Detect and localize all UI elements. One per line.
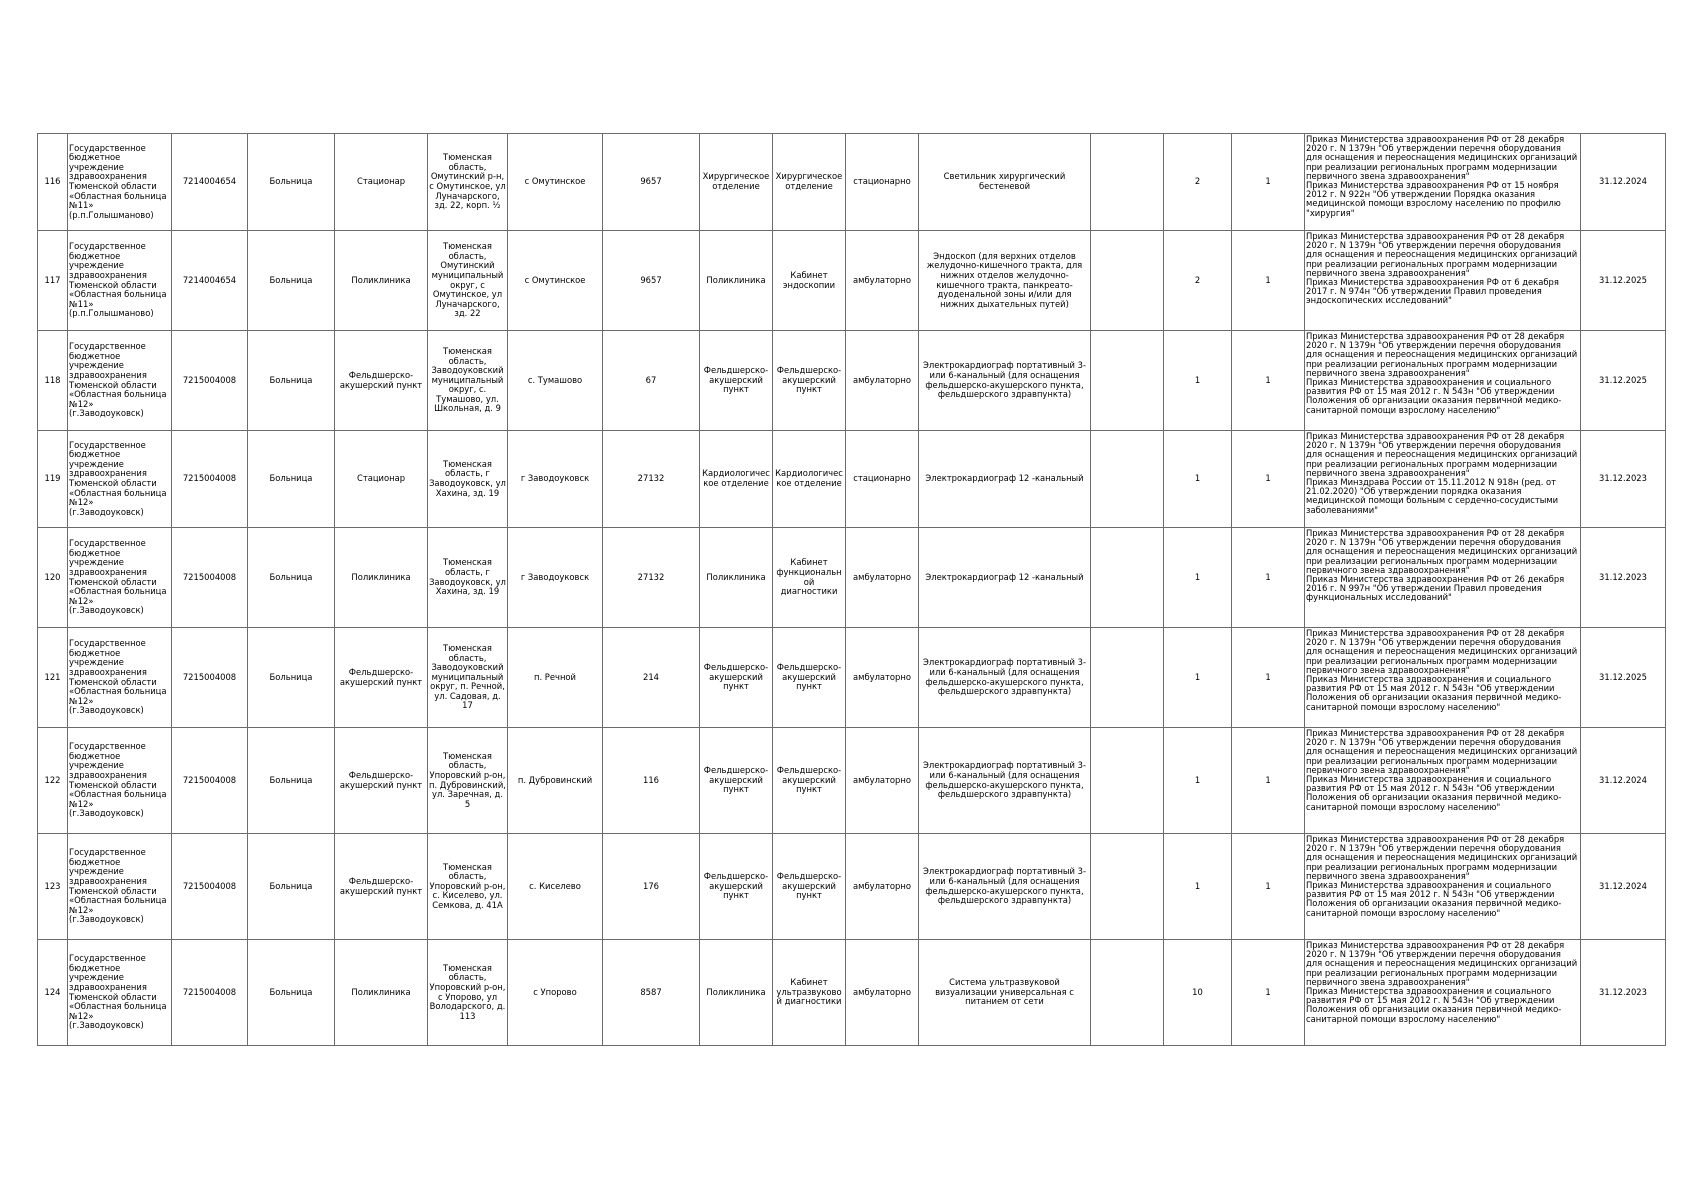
institution-type-cell: Больница xyxy=(248,528,335,628)
locality-cell: п. Речной xyxy=(508,628,603,728)
table-row xyxy=(38,834,1666,940)
population-cell: 67 xyxy=(603,331,700,431)
institution-type-cell: Больница xyxy=(248,940,335,1046)
department-cell: Поликлиника xyxy=(700,231,773,331)
equipment-name-cell: Эндоскоп (для верхних отделов желудочно-кишечного тракта, для нижних отделов желудочно-кишечного тракта, панкреато-дуоденальной зоны и/или для нижних дыхательных путей) xyxy=(919,231,1091,331)
inn-cell: 7215004008 xyxy=(172,728,248,834)
inn-cell: 7215004008 xyxy=(172,528,248,628)
population-cell: 214 xyxy=(603,628,700,728)
quantity-2-cell: 1 xyxy=(1232,834,1305,940)
quantity-cell: 1 xyxy=(1164,331,1232,431)
locality-cell: п. Дубровинский xyxy=(508,728,603,834)
subdivision-cell: Поликлиника xyxy=(335,940,428,1046)
empty-cell-cell xyxy=(1091,331,1164,431)
empty-cell-cell xyxy=(1091,134,1164,231)
quantity-cell: 1 xyxy=(1164,528,1232,628)
quantity-2-cell: 1 xyxy=(1232,728,1305,834)
organization-name-cell: Государственное бюджетное учреждение здравоохранения Тюменской области «Областная больница №12» (г.Заводоуковск) xyxy=(68,331,172,431)
quantity-cell: 10 xyxy=(1164,940,1232,1046)
empty-cell-cell xyxy=(1091,628,1164,728)
empty-cell-cell xyxy=(1091,231,1164,331)
subdivision-cell: Фельдшерско-акушерский пункт xyxy=(335,331,428,431)
legal-basis-cell: Приказ Министерства здравоохранения РФ от 28 декабря 2020 г. N 1379н "Об утверждении перечня оборудования для оснащения и переоснащения медицинских организаций при реализации региональных программ модернизации первичного звена здравоохранения" Приказ Министерства здравоохранения и социального развития РФ от 15 мая 2012 г. N 543н "Об утверждении Положения об организации оказания первичной медико-санитарной помощи взрослому населению" xyxy=(1305,834,1581,940)
inn-cell: 7215004008 xyxy=(172,834,248,940)
address-cell: Тюменская область, г Заводоуковск, ул Хахина, зд. 19 xyxy=(428,528,508,628)
unit-cell: Кардиологическое отделение xyxy=(773,431,846,528)
inn-cell: 7215004008 xyxy=(172,431,248,528)
due-date-cell: 31.12.2024 xyxy=(1581,834,1666,940)
empty-cell-cell xyxy=(1091,940,1164,1046)
quantity-2-cell: 1 xyxy=(1232,231,1305,331)
legal-basis-cell: Приказ Министерства здравоохранения РФ от 28 декабря 2020 г. N 1379н "Об утверждении перечня оборудования для оснащения и переоснащения медицинских организаций при реализации региональных программ модернизации первичного звена здравоохранения" Приказ Министерства здравоохранения РФ от 15 ноября 2012 г. N 922н "Об утверждении Порядка оказания медицинской помощи взрослому населению по профилю "хирургия" xyxy=(1305,134,1581,231)
due-date-cell: 31.12.2024 xyxy=(1581,728,1666,834)
empty-cell-cell xyxy=(1091,834,1164,940)
population-cell: 27132 xyxy=(603,528,700,628)
legal-basis-cell: Приказ Министерства здравоохранения РФ от 28 декабря 2020 г. N 1379н "Об утверждении перечня оборудования для оснащения и переоснащения медицинских организаций при реализации региональных программ модернизации первичного звена здравоохранения" Приказ Минздрава России от 15.11.2012 N 918н (ред. от 21.02.2020) "Об утверждении порядка оказания медицинской помощи больным с сердечно-сосудистыми заболеваниями" xyxy=(1305,431,1581,528)
subdivision-cell: Стационар xyxy=(335,134,428,231)
row-number-cell: 118 xyxy=(38,331,68,431)
row-number-cell: 121 xyxy=(38,628,68,728)
address-cell: Тюменская область, Заводоуковский муниципальный округ, с. Тумашово, ул. Школьная, д. 9 xyxy=(428,331,508,431)
department-cell: Кардиологическое отделение xyxy=(700,431,773,528)
population-cell: 9657 xyxy=(603,231,700,331)
institution-type-cell: Больница xyxy=(248,231,335,331)
inn-cell: 7214004654 xyxy=(172,231,248,331)
table-row xyxy=(38,528,1666,628)
address-cell: Тюменская область, Омутинский муниципальный округ, с Омутинское, ул Луначарского, зд. 22 xyxy=(428,231,508,331)
department-cell: Поликлиника xyxy=(700,528,773,628)
unit-cell: Фельдшерско-акушерский пункт xyxy=(773,331,846,431)
table-row xyxy=(38,231,1666,331)
organization-name-cell: Государственное бюджетное учреждение здравоохранения Тюменской области «Областная больница №12» (г.Заводоуковск) xyxy=(68,834,172,940)
department-cell: Фельдшерско-акушерский пункт xyxy=(700,834,773,940)
organization-name-cell: Государственное бюджетное учреждение здравоохранения Тюменской области «Областная больница №12» (г.Заводоуковск) xyxy=(68,628,172,728)
equipment-name-cell: Светильник хирургический бестеневой xyxy=(919,134,1091,231)
equipment-name-cell: Система ультразвуковой визуализации универсальная с питанием от сети xyxy=(919,940,1091,1046)
care-mode-cell: стационарно xyxy=(846,431,919,528)
equipment-name-cell: Электрокардиограф 12 -канальный xyxy=(919,431,1091,528)
population-cell: 176 xyxy=(603,834,700,940)
unit-cell: Фельдшерско-акушерский пункт xyxy=(773,834,846,940)
table-body xyxy=(38,134,1666,1046)
equipment-name-cell: Электрокардиограф портативный 3- или 6-канальный (для оснащения фельдшерско-акушерского пункта, фельдшерского здравпункта) xyxy=(919,628,1091,728)
care-mode-cell: амбулаторно xyxy=(846,331,919,431)
equipment-name-cell: Электрокардиограф портативный 3- или 6-канальный (для оснащения фельдшерско-акушерского пункта, фельдшерского здравпункта) xyxy=(919,834,1091,940)
institution-type-cell: Больница xyxy=(248,728,335,834)
quantity-cell: 2 xyxy=(1164,231,1232,331)
due-date-cell: 31.12.2023 xyxy=(1581,431,1666,528)
department-cell: Фельдшерско-акушерский пункт xyxy=(700,628,773,728)
subdivision-cell: Поликлиника xyxy=(335,528,428,628)
department-cell: Хирургическое отделение xyxy=(700,134,773,231)
row-number-cell: 123 xyxy=(38,834,68,940)
locality-cell: с Омутинское xyxy=(508,134,603,231)
locality-cell: с. Киселево xyxy=(508,834,603,940)
equipment-table xyxy=(37,133,1666,1046)
unit-cell: Фельдшерско-акушерский пункт xyxy=(773,728,846,834)
legal-basis-cell: Приказ Министерства здравоохранения РФ от 28 декабря 2020 г. N 1379н "Об утверждении перечня оборудования для оснащения и переоснащения медицинских организаций при реализации региональных программ модернизации первичного звена здравоохранения" Приказ Министерства здравоохранения и социального развития РФ от 15 мая 2012 г. N 543н "Об утверждении Положения об организации оказания первичной медико-санитарной помощи взрослому населению" xyxy=(1305,331,1581,431)
quantity-2-cell: 1 xyxy=(1232,331,1305,431)
subdivision-cell: Фельдшерско-акушерский пункт xyxy=(335,834,428,940)
institution-type-cell: Больница xyxy=(248,834,335,940)
institution-type-cell: Больница xyxy=(248,628,335,728)
population-cell: 8587 xyxy=(603,940,700,1046)
quantity-2-cell: 1 xyxy=(1232,628,1305,728)
care-mode-cell: амбулаторно xyxy=(846,940,919,1046)
subdivision-cell: Фельдшерско-акушерский пункт xyxy=(335,728,428,834)
care-mode-cell: амбулаторно xyxy=(846,834,919,940)
table-row xyxy=(38,431,1666,528)
table-row xyxy=(38,940,1666,1046)
address-cell: Тюменская область, Омутинский р-н, с Омутинское, ул Луначарского, зд. 22, корп. ½ xyxy=(428,134,508,231)
institution-type-cell: Больница xyxy=(248,134,335,231)
care-mode-cell: амбулаторно xyxy=(846,728,919,834)
inn-cell: 7215004008 xyxy=(172,628,248,728)
organization-name-cell: Государственное бюджетное учреждение здравоохранения Тюменской области «Областная больница №11» (р.п.Голышманово) xyxy=(68,134,172,231)
unit-cell: Хирургическое отделение xyxy=(773,134,846,231)
quantity-2-cell: 1 xyxy=(1232,528,1305,628)
legal-basis-cell: Приказ Министерства здравоохранения РФ от 28 декабря 2020 г. N 1379н "Об утверждении перечня оборудования для оснащения и переоснащения медицинских организаций при реализации региональных программ модернизации первичного звена здравоохранения" Приказ Министерства здравоохранения РФ от 6 декабря 2017 г. N 974н "Об утверждении Правил проведения эндоскопических исследований" xyxy=(1305,231,1581,331)
table-row xyxy=(38,628,1666,728)
equipment-name-cell: Электрокардиограф портативный 3- или 6-канальный (для оснащения фельдшерско-акушерского пункта, фельдшерского здравпункта) xyxy=(919,331,1091,431)
subdivision-cell: Стационар xyxy=(335,431,428,528)
institution-type-cell: Больница xyxy=(248,431,335,528)
institution-type-cell: Больница xyxy=(248,331,335,431)
organization-name-cell: Государственное бюджетное учреждение здравоохранения Тюменской области «Областная больница №12» (г.Заводоуковск) xyxy=(68,940,172,1046)
subdivision-cell: Поликлиника xyxy=(335,231,428,331)
locality-cell: с Упорово xyxy=(508,940,603,1046)
subdivision-cell: Фельдшерско-акушерский пункт xyxy=(335,628,428,728)
legal-basis-cell: Приказ Министерства здравоохранения РФ от 28 декабря 2020 г. N 1379н "Об утверждении перечня оборудования для оснащения и переоснащения медицинских организаций при реализации региональных программ модернизации первичного звена здравоохранения" Приказ Министерства здравоохранения и социального развития РФ от 15 мая 2012 г. N 543н "Об утверждении Положения об организации оказания первичной медико-санитарной помощи взрослому населению" xyxy=(1305,628,1581,728)
locality-cell: с. Тумашово xyxy=(508,331,603,431)
due-date-cell: 31.12.2025 xyxy=(1581,628,1666,728)
address-cell: Тюменская область, г Заводоуковск, ул Хахина, зд. 19 xyxy=(428,431,508,528)
department-cell: Фельдшерско-акушерский пункт xyxy=(700,331,773,431)
empty-cell-cell xyxy=(1091,431,1164,528)
due-date-cell: 31.12.2025 xyxy=(1581,331,1666,431)
department-cell: Поликлиника xyxy=(700,940,773,1046)
department-cell: Фельдшерско-акушерский пункт xyxy=(700,728,773,834)
address-cell: Тюменская область, Упоровский р-он, п. Дубровинский, ул. Заречная, д. 5 xyxy=(428,728,508,834)
population-cell: 116 xyxy=(603,728,700,834)
due-date-cell: 31.12.2025 xyxy=(1581,231,1666,331)
population-cell: 27132 xyxy=(603,431,700,528)
equipment-table-page xyxy=(37,133,1665,1046)
quantity-cell: 1 xyxy=(1164,728,1232,834)
due-date-cell: 31.12.2023 xyxy=(1581,528,1666,628)
due-date-cell: 31.12.2023 xyxy=(1581,940,1666,1046)
care-mode-cell: амбулаторно xyxy=(846,628,919,728)
unit-cell: Кабинет ультразвуковой диагностики xyxy=(773,940,846,1046)
care-mode-cell: амбулаторно xyxy=(846,231,919,331)
organization-name-cell: Государственное бюджетное учреждение здравоохранения Тюменской области «Областная больница №11» (р.п.Голышманово) xyxy=(68,231,172,331)
quantity-2-cell: 1 xyxy=(1232,431,1305,528)
address-cell: Тюменская область, Заводоуковский муниципальный округ, п. Речной, ул. Садовая, д. 17 xyxy=(428,628,508,728)
empty-cell-cell xyxy=(1091,528,1164,628)
quantity-2-cell: 1 xyxy=(1232,134,1305,231)
equipment-name-cell: Электрокардиограф 12 -канальный xyxy=(919,528,1091,628)
equipment-name-cell: Электрокардиограф портативный 3- или 6-канальный (для оснащения фельдшерско-акушерского пункта, фельдшерского здравпункта) xyxy=(919,728,1091,834)
locality-cell: с Омутинское xyxy=(508,231,603,331)
unit-cell: Фельдшерско-акушерский пункт xyxy=(773,628,846,728)
legal-basis-cell: Приказ Министерства здравоохранения РФ от 28 декабря 2020 г. N 1379н "Об утверждении перечня оборудования для оснащения и переоснащения медицинских организаций при реализации региональных программ модернизации первичного звена здравоохранения" Приказ Министерства здравоохранения и социального развития РФ от 15 мая 2012 г. N 543н "Об утверждении Положения об организации оказания первичной медико-санитарной помощи взрослому населению" xyxy=(1305,940,1581,1046)
organization-name-cell: Государственное бюджетное учреждение здравоохранения Тюменской области «Областная больница №12» (г.Заводоуковск) xyxy=(68,431,172,528)
row-number-cell: 122 xyxy=(38,728,68,834)
empty-cell-cell xyxy=(1091,728,1164,834)
locality-cell: г Заводоуковск xyxy=(508,431,603,528)
quantity-cell: 2 xyxy=(1164,134,1232,231)
table-row xyxy=(38,134,1666,231)
row-number-cell: 117 xyxy=(38,231,68,331)
legal-basis-cell: Приказ Министерства здравоохранения РФ от 28 декабря 2020 г. N 1379н "Об утверждении перечня оборудования для оснащения и переоснащения медицинских организаций при реализации региональных программ модернизации первичного звена здравоохранения" Приказ Министерства здравоохранения и социального развития РФ от 15 мая 2012 г. N 543н "Об утверждении Положения об организации оказания первичной медико-санитарной помощи взрослому населению" xyxy=(1305,728,1581,834)
row-number-cell: 119 xyxy=(38,431,68,528)
population-cell: 9657 xyxy=(603,134,700,231)
organization-name-cell: Государственное бюджетное учреждение здравоохранения Тюменской области «Областная больница №12» (г.Заводоуковск) xyxy=(68,528,172,628)
quantity-cell: 1 xyxy=(1164,628,1232,728)
due-date-cell: 31.12.2024 xyxy=(1581,134,1666,231)
table-row xyxy=(38,728,1666,834)
quantity-cell: 1 xyxy=(1164,431,1232,528)
table-row xyxy=(38,331,1666,431)
quantity-2-cell: 1 xyxy=(1232,940,1305,1046)
inn-cell: 7215004008 xyxy=(172,331,248,431)
care-mode-cell: амбулаторно xyxy=(846,528,919,628)
locality-cell: г Заводоуковск xyxy=(508,528,603,628)
care-mode-cell: стационарно xyxy=(846,134,919,231)
address-cell: Тюменская область, Упоровский р-он, с. Киселево, ул. Семкова, д. 41А xyxy=(428,834,508,940)
unit-cell: Кабинет эндоскопии xyxy=(773,231,846,331)
address-cell: Тюменская область, Упоровский р-он, с Упорово, ул Володарского, д. 113 xyxy=(428,940,508,1046)
inn-cell: 7215004008 xyxy=(172,940,248,1046)
organization-name-cell: Государственное бюджетное учреждение здравоохранения Тюменской области «Областная больница №12» (г.Заводоуковск) xyxy=(68,728,172,834)
row-number-cell: 120 xyxy=(38,528,68,628)
row-number-cell: 124 xyxy=(38,940,68,1046)
unit-cell: Кабинет функциональной диагностики xyxy=(773,528,846,628)
quantity-cell: 1 xyxy=(1164,834,1232,940)
legal-basis-cell: Приказ Министерства здравоохранения РФ от 28 декабря 2020 г. N 1379н "Об утверждении перечня оборудования для оснащения и переоснащения медицинских организаций при реализации региональных программ модернизации первичного звена здравоохранения" Приказ Министерства здравоохранения РФ от 26 декабря 2016 г. N 997н "Об утверждении Правил проведения функциональных исследований" xyxy=(1305,528,1581,628)
inn-cell: 7214004654 xyxy=(172,134,248,231)
row-number-cell: 116 xyxy=(38,134,68,231)
